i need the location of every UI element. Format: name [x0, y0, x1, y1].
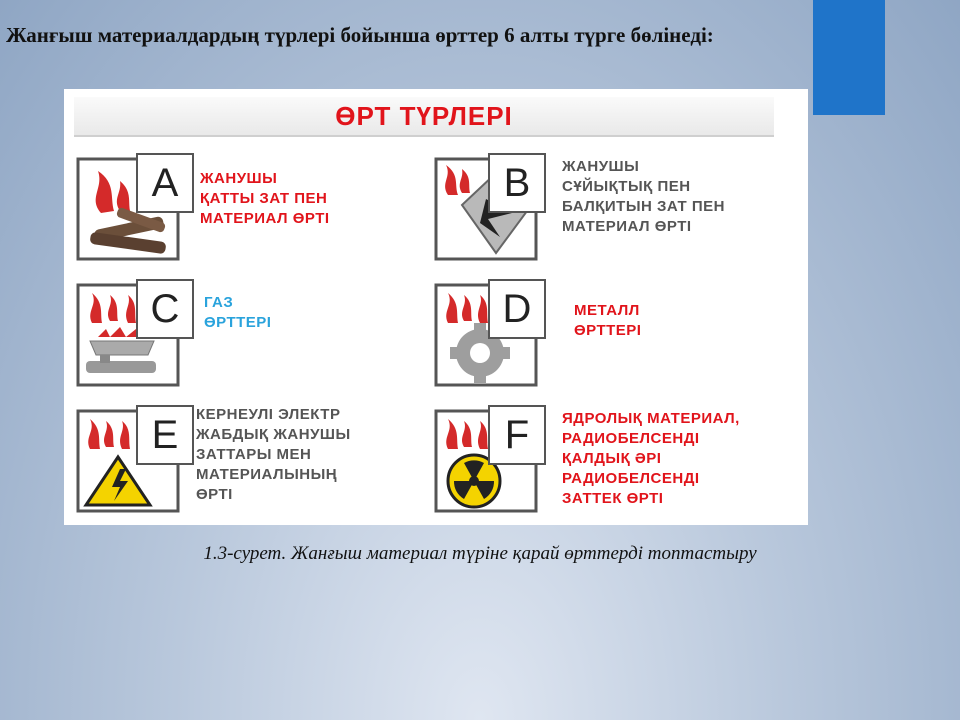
fire-class-f [434, 405, 804, 521]
class-letter-d: D [488, 279, 546, 339]
fire-class-d [434, 279, 804, 391]
class-letter-c: C [136, 279, 194, 339]
fire-classes-figure [64, 89, 808, 525]
figure-banner [74, 97, 774, 137]
figure-title: ӨРТ ТҮРЛЕРІ [335, 101, 513, 131]
figure-caption: 1.3-сурет. Жанғыш материал түріне қарай өрттерді топтастыру [203, 543, 757, 564]
class-letter-a: A [136, 153, 194, 213]
class-letter-f: F [488, 405, 546, 465]
class-label-c: ГАЗ ӨРТТЕРІ [204, 294, 272, 331]
class-letter-e: E [136, 405, 194, 465]
class-label-d: МЕТАЛЛ ӨРТТЕРІ [574, 302, 642, 339]
class-label-a: ЖАНУШЫ ҚАТТЫ ЗАТ ПЕН МАТЕРИАЛ ӨРТІ [200, 170, 330, 227]
class-label-e: КЕРНЕУЛІ ЭЛЕКТР ЖАБДЫҚ ЖАНУШЫ ЗАТТАРЫ МЕН МАТЕРИАЛЫНЫҢ ӨРТІ [196, 406, 351, 503]
fire-class-b [434, 153, 804, 265]
accent-block [813, 0, 885, 115]
class-letter-b: B [488, 153, 546, 213]
fire-class-a [76, 153, 406, 265]
fire-class-c [76, 279, 406, 391]
class-label-f: ЯДРОЛЫҚ МАТЕРИАЛ, РАДИОБЕЛСЕНДІ ҚАЛДЫҚ ӘРІ РАДИОБЕЛСЕНДІ ЗАТТЕК ӨРТІ [562, 410, 740, 507]
slide-heading: Жанғыш материалдардың түрлері бойынша өрттер 6 алты түрге бөлінеді: [6, 23, 714, 47]
fire-class-e [76, 405, 416, 521]
class-label-b: ЖАНУШЫ СҰЙЫҚТЫҚ ПЕН БАЛҚИТЫН ЗАТ ПЕН МАТЕРИАЛ ӨРТІ [562, 158, 725, 235]
